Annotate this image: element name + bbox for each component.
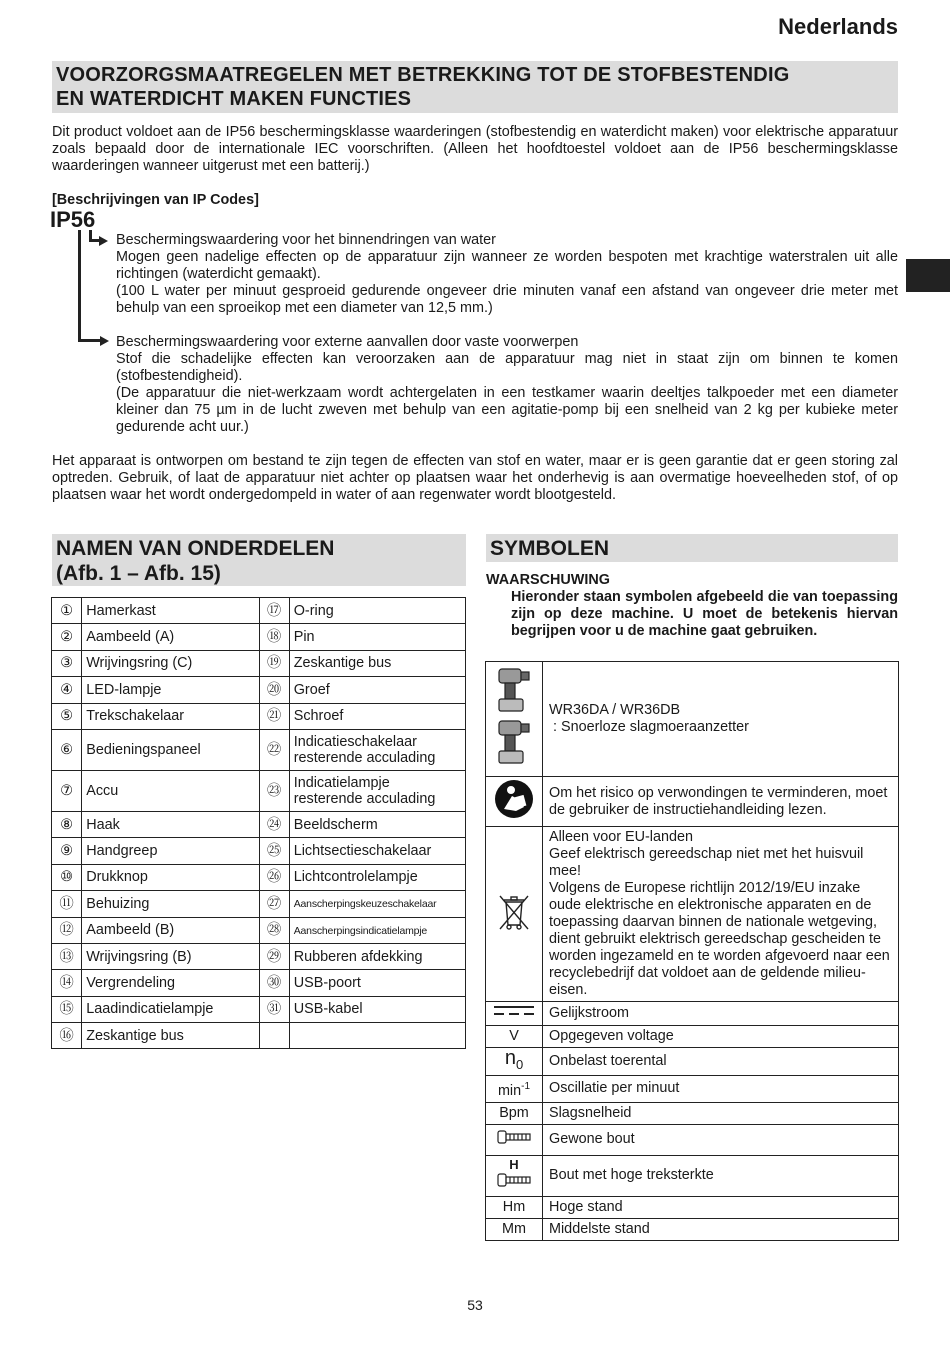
part-number: ⑥ [60,741,74,758]
part-number: ㉑ [266,708,282,725]
parts-table [51,597,466,1049]
tool-icon-cell [486,662,543,777]
weee-text-cell [543,827,899,1002]
part-number: ㉔ [266,816,282,833]
part-number-cell [259,970,289,996]
no-load-speed-symbol [486,1048,543,1076]
part-name: Lichtcontrolelampje [293,869,418,886]
part-number: ⑭ [59,974,74,991]
hm-text: Hoge stand [543,1196,899,1218]
parts-heading [52,534,466,586]
part-name-cell [289,943,465,969]
water-bracket-tick [89,239,99,245]
hightensile-icon-cell [486,1155,543,1196]
part-number-cell [259,1023,289,1049]
part-number-cell [259,703,289,729]
part-name-cell [289,770,465,811]
part-number: ⑬ [59,948,74,965]
part-name: Indicatielampje resterende acculading [293,774,436,807]
part-number-cell [52,838,82,864]
oscillation-symbol [486,1076,543,1103]
part-name: Aambeeld (B) [86,922,175,939]
part-name: Haak [86,816,120,833]
part-number: ㉗ [266,895,282,912]
part-number: ⑧ [60,816,74,833]
part-name: Hamerkast [86,602,156,619]
weee-line-1: Alleen voor EU-landen [549,829,693,845]
bpm-text: Slagsnelheid [543,1102,899,1124]
part-name: Accu [86,782,119,799]
symbol-row-voltage [486,1026,899,1048]
solid-arrow-icon [100,336,109,346]
part-name-cell [289,1023,465,1049]
part-name-cell [82,943,259,969]
part-name-cell [82,729,259,770]
part-name-cell [82,703,259,729]
part-name-cell [289,996,465,1022]
oscillation-symbol-sup: -1 [521,1081,531,1092]
symbol-row-oscillation [486,1076,899,1103]
part-name-cell [289,811,465,837]
ip-code: IP56 [50,207,96,232]
part-name-cell [82,624,259,650]
part-number-cell [52,677,82,703]
part-number: ① [60,602,74,619]
part-number-cell [259,624,289,650]
crossed-bin-icon [497,893,531,931]
part-name-cell [82,770,259,811]
part-number-cell [52,1023,82,1049]
part-number-cell [52,729,82,770]
part-name: O-ring [293,602,334,619]
part-number-cell [259,838,289,864]
water-description [116,232,898,317]
part-name: USB-kabel [293,1001,363,1018]
symbols-table [485,661,899,1241]
solid-bracket-tick [78,339,100,345]
part-name-cell [289,650,465,676]
part-number-cell [52,917,82,943]
part-number-cell [259,729,289,770]
part-name: Beeldscherm [293,816,378,833]
part-number-cell [259,891,289,917]
part-name-cell [82,996,259,1022]
part-name: Schroef [293,708,344,725]
solid-note: (De apparatuur die niet-werkzaam wordt achtergelaten in een testkamer waarin deeltjes talkpoeder met een diameter kleiner dan 75 µm in de lucht zweven met behulp van een agitatie-pomp bij een snelheid van 2 kg per kubieke meter gedurende acht uur.) [116,385,898,435]
water-arrow-icon [99,236,108,246]
parts-row [52,970,466,996]
precautions-heading-line1: VOORZORGSMAATREGELEN MET BETREKKING TOT DE STOFBESTENDIG [56,64,790,86]
symbol-row-weee [486,827,899,1002]
part-name-cell [289,677,465,703]
solid-bracket-line [78,230,85,342]
bolt-icon-cell [486,1124,543,1155]
symbol-row-manual [486,777,899,827]
bpm-symbol: Bpm [486,1102,543,1124]
hightensile-letter: H [509,1157,519,1173]
part-number-cell [259,943,289,969]
part-number-cell [52,811,82,837]
symbol-row-bolt [486,1124,899,1155]
symbol-row-dc [486,1002,899,1026]
high-tensile-bolt-icon [496,1172,532,1188]
part-number-cell [259,598,289,624]
part-name: Drukknop [86,869,148,886]
weee-line-3: Volgens de Europese richtlijn 2012/19/EU inzake oude elektrische en elektronische apparaten en de toepassing daarvan binnen de nationale wetgeving, dient gebruikt elektrisch gereedschap gescheiden te worden ingezameld en te worden afgevoerd naar een recyclebedrijf dat voldoet aan de geldende milieu-eisen. [549,880,890,998]
hm-symbol: Hm [486,1196,543,1218]
part-name-cell [82,650,259,676]
part-name-cell [289,864,465,890]
part-name-cell [82,891,259,917]
part-name: Zeskantige bus [86,1027,184,1044]
part-number-cell [52,996,82,1022]
part-name: Bedieningspaneel [86,741,201,758]
part-number: ㉘ [266,922,282,939]
parts-row [52,729,466,770]
part-name: Laadindicatielampje [86,1001,214,1018]
part-number-cell [52,970,82,996]
oscillation-symbol-main: min [497,1082,522,1099]
part-name-cell [289,624,465,650]
part-number-cell [52,943,82,969]
parts-row [52,838,466,864]
part-name-cell [289,970,465,996]
part-name: Rubberen afdekking [293,948,423,965]
mm-symbol: Mm [486,1218,543,1240]
parts-row [52,811,466,837]
weee-icon-cell [486,827,543,1002]
model-description: : Snoerloze slagmoeraanzetter [549,719,749,735]
part-name: Groef [293,681,330,698]
part-name-cell [82,864,259,890]
outro-paragraph: Het apparaat is ontworpen om bestand te zijn tegen de effecten van stof en water, maar er is geen garantie dat er geen storing zal optreden. Gebruik, of laat de apparatuur niet achter op plaatsen waar het onderhevig is aan overmatige hoeveelheden stof, of op plaatsen waar het wordt ondergedompeld in water of aan regenwater wordt blootgesteld. [52,453,898,503]
part-number: ⑱ [266,629,282,646]
part-name-cell [82,838,259,864]
part-name-cell [289,838,465,864]
part-number: ㉙ [266,948,282,965]
part-name-cell [289,891,465,917]
part-number: ㉕ [266,843,282,860]
part-name-cell [82,970,259,996]
part-name: Pin [293,629,315,646]
oscillation-text: Oscillatie per minuut [543,1076,899,1103]
symbol-row-speed [486,1048,899,1076]
parts-row [52,943,466,969]
part-name: Wrijvingsring (B) [86,948,192,965]
part-name: Aambeeld (A) [86,629,175,646]
impact-wrench-icon [491,665,537,769]
page-number: 53 [467,1297,483,1313]
solid-description [116,334,898,436]
symbol-row-mm [486,1218,899,1240]
part-name-cell [82,917,259,943]
symbol-row-hm [486,1196,899,1218]
part-name-cell [82,811,259,837]
part-name: Wrijvingsring (C) [86,655,193,672]
parts-row [52,598,466,624]
part-number: ③ [60,655,74,672]
speed-symbol-sub: 0 [515,1057,524,1072]
direct-current-icon [493,1004,535,1018]
symbol-row-hightensile [486,1155,899,1196]
part-number: ⑳ [266,681,282,698]
part-name-cell [82,598,259,624]
water-body: Mogen geen nadelige effecten op de apparatuur zijn wanneer ze worden bespoten met krachtige waterstralen uit alle richtingen (waterdicht gemaakt). [116,249,898,282]
part-number-cell [259,811,289,837]
water-heading: Beschermingswaardering voor het binnendringen van water [116,232,496,248]
parts-row [52,891,466,917]
part-number: ⑰ [266,602,282,619]
manual-icon-cell [486,777,543,827]
part-name-cell [289,703,465,729]
part-number: ⑨ [60,843,74,860]
voltage-symbol: V [486,1026,543,1048]
parts-row [52,624,466,650]
parts-row [52,677,466,703]
part-number: ⑤ [60,708,74,725]
symbol-row-bpm [486,1102,899,1124]
intro-paragraph: Dit product voldoet aan de IP56 beschermingsklasse waarderingen (stofbestendig en waterdicht maken) voor elektrische apparatuur zoals bepaald door de internationale IEC voorschriften. (Alleen het hoofdtoestel voldoet aan de IP56 beschermingsklasse waarderingen wanneer uitgerust met een batterij.) [52,124,898,174]
part-number: ㉚ [266,974,282,991]
manual-text: Om het risico op verwondingen te verminderen, moet de gebruiker de instructiehandleiding lezen. [543,777,899,827]
part-name-cell [82,677,259,703]
model-cell [543,662,899,777]
part-number: ⑲ [266,655,282,672]
part-number: ㉛ [266,1001,282,1018]
parts-row [52,770,466,811]
part-number-cell [52,770,82,811]
warning-label: WAARSCHUWING [486,572,610,588]
part-name: Indicatieschakelaar resterende acculading [293,733,436,766]
dc-icon-cell [486,1002,543,1026]
part-name-cell [289,598,465,624]
read-manual-icon [494,779,534,819]
parts-row [52,703,466,729]
parts-row [52,1023,466,1049]
part-number-cell [52,650,82,676]
bolt-icon [496,1129,532,1145]
part-number-cell [52,598,82,624]
part-number-cell [259,864,289,890]
part-number: ⑦ [60,782,74,799]
language-label: Nederlands [778,14,898,39]
part-number-cell [52,891,82,917]
part-number-cell [52,703,82,729]
solid-heading: Beschermingswaardering voor externe aanvallen door vaste voorwerpen [116,334,579,350]
part-number: ㉓ [266,782,282,799]
ip-codes-heading: [Beschrijvingen van IP Codes] [52,192,259,208]
mm-text: Middelste stand [543,1218,899,1240]
part-number-cell [259,996,289,1022]
part-number: ㉒ [266,741,282,758]
parts-row [52,650,466,676]
parts-heading-line1: NAMEN VAN ONDERDELEN [56,537,335,560]
part-name: Aanscherpingsindicatielampje [293,924,428,937]
warning-text: Hieronder staan symbolen afgebeeld die van toepassing zijn op deze machine. U moet de betekenis hiervan begrijpen voor u de machine gaat gebruiken. [511,589,898,639]
part-number: ⑮ [59,1001,74,1018]
parts-row [52,864,466,890]
precautions-heading-line2: EN WATERDICHT MAKEN FUNCTIES [56,88,412,110]
symbols-heading: SYMBOLEN [486,534,898,562]
symbol-row-model [486,662,899,777]
section-tab-marker [906,259,950,292]
part-number: ④ [60,681,74,698]
part-number-cell [259,677,289,703]
part-name: Vergrendeling [86,974,176,991]
part-number: ㉖ [266,869,282,886]
parts-heading-line2: (Afb. 1 – Afb. 15) [56,562,221,585]
part-number: ② [60,629,74,646]
voltage-text: Opgegeven voltage [543,1026,899,1048]
part-number: ⑩ [60,869,74,886]
part-number-cell [259,770,289,811]
part-name: Trekschakelaar [86,708,185,725]
part-name: Behuizing [86,895,150,912]
precautions-heading [52,61,898,113]
part-name: Lichtsectieschakelaar [293,843,432,860]
hightensile-text: Bout met hoge treksterkte [543,1155,899,1196]
part-name-cell [289,729,465,770]
parts-row [52,996,466,1022]
model-name: WR36DA / WR36DB [549,702,681,718]
part-name-cell [289,917,465,943]
solid-body: Stof die schadelijke effecten kan veroorzaken aan de apparatuur mag niet in staat zijn om binnen te komen (stofbestendigheid). [116,351,898,384]
part-name-cell [82,1023,259,1049]
dc-text: Gelijkstroom [543,1002,899,1026]
part-number-cell [259,917,289,943]
part-number-cell [52,624,82,650]
weee-line-2: Geef elektrisch gereedschap niet met het huisvuil mee! [549,846,864,879]
part-number-cell [52,864,82,890]
part-name: USB-poort [293,974,361,991]
parts-row [52,917,466,943]
part-name: Zeskantige bus [293,655,392,672]
part-name: Handgreep [86,843,158,860]
part-number: ⑫ [59,922,74,939]
part-name: LED-lampje [86,681,162,698]
part-number: ⑯ [59,1027,74,1044]
bolt-text: Gewone bout [543,1124,899,1155]
part-name: Aanscherpingskeuzeschakelaar [293,898,437,911]
water-note: (100 L water per minuut gesproeid gedurende ongeveer drie minuten vanaf een afstand van ongeveer drie meter met behulp van een sproeikop met een diameter van 12,5 mm.) [116,283,898,316]
speed-text: Onbelast toerental [543,1048,899,1076]
speed-symbol-main: n [504,1047,516,1069]
part-number-cell [259,650,289,676]
part-number: ⑪ [59,895,74,912]
